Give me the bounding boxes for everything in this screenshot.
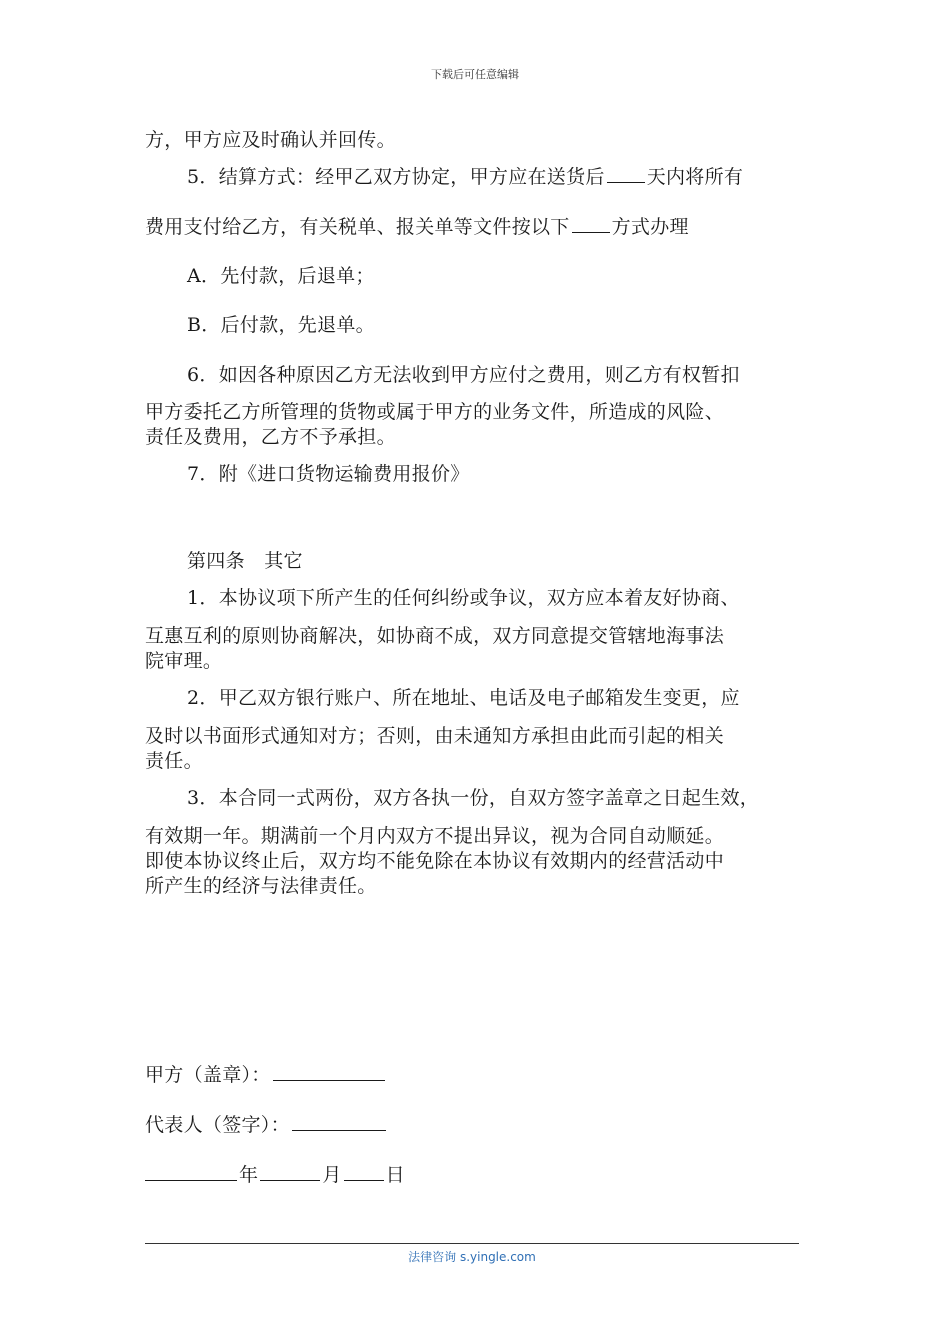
footer-divider: [145, 1243, 799, 1244]
clause-text-line: 院审理。: [145, 650, 223, 672]
month-label: 月: [322, 1164, 342, 1186]
representative-blank: [292, 1110, 386, 1131]
party-a-seal-line: [145, 1060, 825, 1088]
clause-text-line: 有效期一年。期满前一个月内双方不提出异议，视为合同自动顺延。: [145, 825, 725, 847]
representative-signature-line: [145, 1110, 825, 1138]
option-b-line: B．后付款，先退单。: [187, 314, 375, 336]
representative-label: 代表人（签字）：: [145, 1114, 290, 1136]
date-line: [145, 1160, 825, 1188]
article-4-clause-1-line: 1．本协议项下所产生的任何纠纷或争议，双方应本着友好协商、: [187, 587, 740, 609]
day-blank: [344, 1160, 384, 1181]
footer-legal-link[interactable]: 法律咨询 s.yingle.com: [408, 1250, 536, 1264]
clause-text-line: 即使本协议终止后，双方均不能免除在本协议有效期内的经营活动中: [145, 850, 725, 872]
day-label: 日: [385, 1164, 405, 1186]
year-label: 年: [239, 1164, 259, 1186]
article-4-heading: 第四条 其它: [187, 550, 303, 572]
month-blank: [260, 1160, 320, 1181]
article-4-clause-3-line: 3．本合同一式两份，双方各执一份，自双方签字盖章之日起生效，: [187, 787, 760, 809]
party-a-seal-blank: [273, 1060, 385, 1081]
clause-7-line: 7．附《进口货物运输费用报价》: [187, 463, 470, 485]
option-a-line: A．先付款，后退单；: [187, 265, 375, 287]
clause-text: 费用支付给乙方，有关税单、报关单等文件按以下: [145, 216, 570, 238]
clause-text-line: 责任及费用，乙方不予承担。: [145, 426, 396, 448]
article-4-clause-2-line: 2．甲乙双方银行账户、所在地址、电话及电子邮箱发生变更，应: [187, 687, 740, 709]
clause-text: 5．结算方式：经甲乙双方协定，甲方应在送货后: [187, 166, 605, 188]
clause-text-line: 所产生的经济与法律责任。: [145, 875, 377, 897]
year-blank: [145, 1160, 237, 1181]
clause-text-line: 方，甲方应及时确认并回传。: [145, 129, 396, 151]
clause-text: 方式办理: [611, 216, 689, 238]
party-a-seal-label: 甲方（盖章）：: [145, 1064, 271, 1086]
clause-text-line: 及时以书面形式通知对方；否则，由未通知方承担由此而引起的相关: [145, 725, 725, 747]
method-blank: [572, 212, 610, 233]
clause-text-line: 甲方委托乙方所管理的货物或属于甲方的业务文件，所造成的风险、: [145, 401, 725, 423]
page-header-note: 下载后可任意编辑: [431, 68, 519, 81]
days-blank: [607, 162, 645, 183]
clause-text: 天内将所有: [646, 166, 744, 188]
clause-5-method-line: [145, 212, 825, 240]
clause-6-line: 6．如因各种原因乙方无法收到甲方应付之费用，则乙方有权暂扣: [187, 364, 740, 386]
clause-text-line: 互惠互利的原则协商解决，如协商不成，双方同意提交管辖地海事法: [145, 625, 725, 647]
clause-5-settlement-line: [187, 162, 867, 190]
clause-text-line: 责任。: [145, 750, 203, 772]
